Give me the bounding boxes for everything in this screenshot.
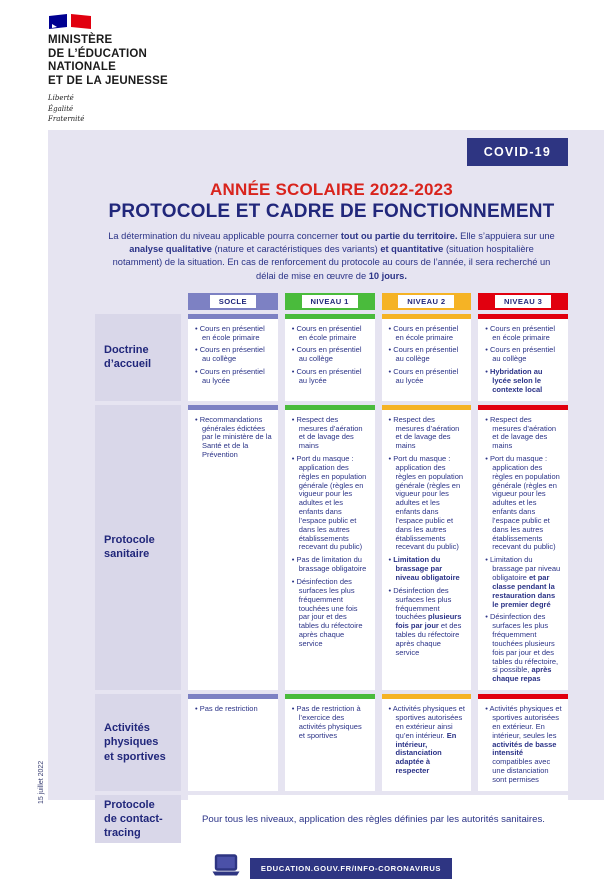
table-cell-niveau3 <box>478 314 568 401</box>
publication-date: 15 juillet 2022 <box>38 760 45 804</box>
ministry-motto: Liberté Égalité Fraternité <box>48 94 85 124</box>
bullet-item: • Port du masque : application des règles en population générale (règles en vigueur pour les adultes et les enfants dans l’espace public et dans les autres établissements recevant du public) <box>291 454 367 552</box>
column-label-niveau1: NIVEAU 1 <box>302 295 358 308</box>
bullet-item: • Activités physiques et sportives autorisées en extérieur ainsi qu’en intérieur. En intérieur, distanciation adaptée à respecter <box>388 704 465 776</box>
title-protocol: PROTOCOLE ET CADRE DE FONCTIONNEMENT <box>108 201 555 222</box>
content-panel <box>48 130 604 873</box>
column-label-socle: SOCLE <box>210 295 256 308</box>
contact-tracing-cell: Pour tous les niveaux, application des règles définies par les autorités sanitaires. <box>188 795 568 843</box>
bullet-item: • Pas de restriction à l’exercice des activités physiques et sportives <box>291 704 362 740</box>
bullet-item: • Activités physiques et sportives autorisées en extérieur. En intérieur, seules les activités de basse intensité compatibles avec une distanciation sont permises <box>485 704 562 784</box>
bullet-item: • Cours en présentiel au collège <box>388 345 459 364</box>
title-school-year: ANNÉE SCOLAIRE 2022-2023 <box>210 180 453 199</box>
bullet-item: • Cours en présentiel en école primaire <box>485 323 555 342</box>
table-corner-spacer <box>95 293 181 310</box>
french-flag-icon <box>48 14 92 29</box>
column-label-niveau2: NIVEAU 2 <box>398 295 454 308</box>
bullet-item: • Cours en présentiel en école primaire <box>291 323 362 342</box>
column-header-niveau1 <box>285 293 375 310</box>
table-cell-niveau1 <box>285 314 375 401</box>
bullet-item: • Désinfection des surfaces les plus fréquemment touchées plusieurs fois par jour et des tables du réfectoire, si possible, après chaque repas <box>485 612 559 684</box>
ministry-name: MINISTÈRE DE L’ÉDUCATION NATIONALE ET DE LA JEUNESSE <box>48 34 168 87</box>
bullet-item: • Recommandations générales édictées par le ministère de la Santé et de la Prévention <box>195 414 272 460</box>
row-label-contact-tracing: Protocole de contact- tracing <box>95 795 181 843</box>
bullet-item: • Limitation du brassage par niveau obligatoire <box>388 555 460 582</box>
intro-paragraph: La détermination du niveau applicable pourra concerner tout ou partie du territoire. Elle s’appuiera sur une analyse qualitative (nature et caractéristiques des variants) et quantitative (situation hospitalière notamment) de la situation. En cas de renforcement du protocole au cours de l’année, il sera recherché un délai de mise en œuvre de 10 jours. <box>108 231 555 281</box>
bullet-item: • Cours en présentiel au lycée <box>291 367 362 385</box>
bullet-item: • Port du masque : application des règles en population générale (règles en vigueur pour les adultes et les enfants dans l’espace public et dans les autres établissements recevant du public) <box>388 454 464 552</box>
row-label: Protocole sanitaire <box>95 405 181 690</box>
column-header-niveau2 <box>382 293 472 310</box>
table-cell-niveau1 <box>285 405 375 690</box>
footer <box>95 854 568 882</box>
bullet-item: • Cours en présentiel au collège <box>485 345 555 364</box>
table-cell-niveau2 <box>382 314 472 401</box>
table-cell-socle <box>188 694 278 791</box>
bullet-item: • Pas de limitation du brassage obligatoire <box>291 555 367 574</box>
bullet-item: • Cours en présentiel au lycée <box>195 367 265 385</box>
coronavirus-info-link[interactable]: EDUCATION.GOUV.FR/INFO-CORONAVIRUS <box>250 858 452 879</box>
column-label-niveau3: NIVEAU 3 <box>495 295 551 308</box>
table-cell-niveau2 <box>382 405 472 690</box>
ministry-header <box>48 14 168 125</box>
bullet-item: • Désinfection des surfaces les plus fréquemment touchées une fois par jour et des tables du réfectoire après chaque service <box>291 577 363 648</box>
protocol-table <box>95 293 568 843</box>
bullet-item: • Respect des mesures d’aération et de lavage des mains <box>388 414 460 451</box>
bullet-item: • Désinfection des surfaces les plus fréquemment touchées plusieurs fois par jour et des tables du réfectoire après chaque service <box>388 585 462 657</box>
bullet-item: • Cours en présentiel en école primaire <box>388 323 459 342</box>
bullet-item: • Port du masque : application des règles en population générale (règles en vigueur pour les adultes et les enfants dans l’espace public et dans les autres établissements recevant du public) <box>485 454 560 552</box>
bullet-item: • Cours en présentiel au lycée <box>388 367 459 385</box>
bullet-item: • Respect des mesures d’aération et de lavage des mains <box>291 414 363 451</box>
bullet-item: • Cours en présentiel en école primaire <box>195 323 265 342</box>
column-header-niveau3 <box>478 293 568 310</box>
bullet-item: • Respect des mesures d’aération et de lavage des mains <box>485 414 557 451</box>
row-label: Activités physiques et sportives <box>95 694 181 791</box>
bullet-item: • Cours en présentiel au collège <box>291 345 362 364</box>
bullet-item: • Pas de restriction <box>195 704 258 714</box>
table-cell-socle <box>188 405 278 690</box>
table-cell-niveau3 <box>478 405 568 690</box>
table-cell-niveau1 <box>285 694 375 791</box>
table-cell-niveau3 <box>478 694 568 791</box>
laptop-icon <box>211 854 241 882</box>
row-label: Doctrine d’accueil <box>95 314 181 401</box>
bullet-item: • Hybridation au lycée selon le contexte local <box>485 367 543 394</box>
covid-19-badge: COVID-19 <box>467 138 568 166</box>
column-header-socle <box>188 293 278 310</box>
bullet-item: • Cours en présentiel au collège <box>195 345 265 364</box>
table-cell-niveau2 <box>382 694 472 791</box>
table-cell-socle <box>188 314 278 401</box>
bullet-item: • Limitation du brassage par niveau obligatoire et par classe pendant la restauration dans le premier degré <box>485 555 561 609</box>
